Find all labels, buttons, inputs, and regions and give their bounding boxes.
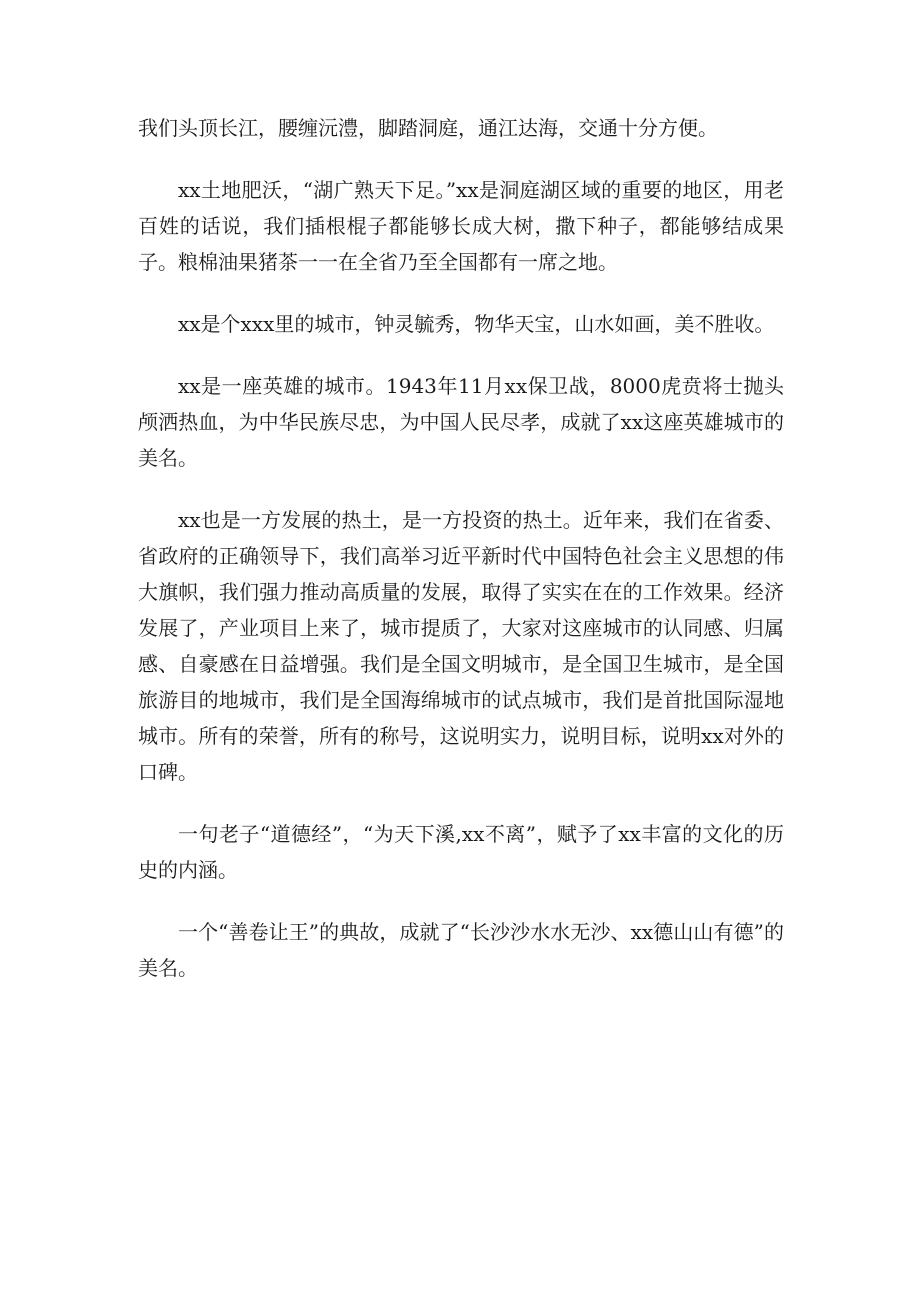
paragraph-1: 我们头顶长江，腰缠沅澧，脚踏洞庭，通江达海，交通十分方便。: [138, 116, 718, 140]
paragraph-5: xx也是一方发展的热土，是一方投资的热土。近年来，我们在省委、省政府的正确领导下，我们高举习近平新时代中国特色社会主义思想的伟大旗帜，我们强力推动高质量的发展，取得了实实在在的工作效果。经济发展了，产业项目上来了，城市提质了，大家对这座城市的认同感、归属感、自豪感在日益增强。我们是全国文明城市，是全国卫生城市，是全国旅游目的地城市，我们是全国海绵城市的试点城市，我们是首批国际湿地城市。所有的荣誉，所有的称号，这说明实力，说明目标，说明xx对外的口碑。: [138, 508, 784, 784]
paragraph-3: xx是个xxx里的城市，钟灵毓秀，物华天宝，山水如画，美不胜收。: [178, 312, 775, 336]
document-body: [138, 110, 784, 1012]
paragraph-6: 一句老子“道德经”，“为天下溪,xx不离”，赋予了xx丰富的文化的历史的内涵。: [138, 822, 784, 882]
paragraph-4: xx是一座英雄的城市。1943年11月xx保卫战，8000虎贲将士抛头颅洒热血，为中华民族尽忠，为中国人民尽孝，成就了xx这座英雄城市的美名。: [138, 374, 784, 470]
paragraph-7: 一个“善卷让王”的典故，成就了“长沙沙水水无沙、xx德山山有德”的美名。: [138, 920, 784, 980]
paragraph-2: xx土地肥沃，“湖广熟天下足。”xx是洞庭湖区域的重要的地区，用老百姓的话说，我们插根棍子都能够长成大树，撒下种子，都能够结成果子。粮棉油果猪茶一一在全省乃至全国都有一席之地。: [138, 178, 784, 274]
